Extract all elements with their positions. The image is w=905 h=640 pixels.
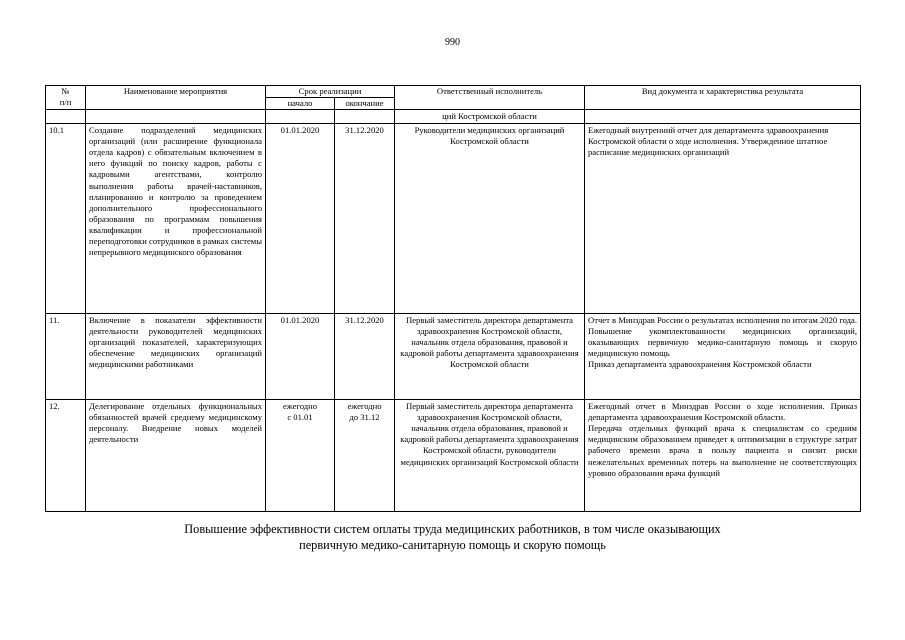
row-result: Отчет в Минздрав России о результатах исполнения по итогам 2020 года. Повышение укомплектованности медицинских организаций, оказывающих первичную медико-санитарную помощь и скорую медицинскую помощь Приказ департамента здравоохранения Костромской области — [585, 314, 861, 400]
row-start: 01.01.2020 — [266, 124, 335, 314]
row-start: ежегодно с 01.01 — [266, 400, 335, 512]
header-end: окончание — [335, 98, 395, 110]
header-term: Срок реализации — [266, 86, 395, 98]
continuation-row — [46, 110, 861, 124]
table-row — [46, 314, 861, 400]
table-row — [46, 124, 861, 314]
row-executor: Первый заместитель директора департамента здравоохранения Костромской области, начальник отдела образования, правовой и кадровой работы департамента здравоохранения Костромской области, руководители медицинских организаций Костромской области — [395, 400, 585, 512]
row-number: 10.1 — [46, 124, 86, 314]
header-result: Вид документа и характеристика результата — [585, 86, 861, 110]
row-end: ежегодно до 31.12 — [335, 400, 395, 512]
row-result: Ежегодный отчет в Минздрав России о ходе исполнения. Приказ департамента здравоохранения Костромской области. Передача отдельных функций врача к специалистам со средним медицинским образованием приведет к оптимизации в структуре затрат рабочего времени врача в пользу пациента и снизит риски нежелательных временных потерь на выполнение не соответствующих уровню образования врача функций — [585, 400, 861, 512]
row-executor: Первый заместитель директора департамента здравоохранения Костромской области, начальник отдела образования, правовой и кадровой работы департамента здравоохранения Костромской области — [395, 314, 585, 400]
header-name: Наименование мероприятия — [86, 86, 266, 110]
row-number: 12. — [46, 400, 86, 512]
section-heading-line2: первичную медико-санитарную помощь и скорую помощь — [299, 538, 606, 552]
header-num: № п/п — [46, 86, 86, 110]
continuation-executor: ций Костромской области — [395, 110, 585, 124]
row-result: Ежегодный внутренний отчет для департамента здравоохранения Костромской области о ходе исполнения. Утвержденное штатное расписание медицинских организаций — [585, 124, 861, 314]
row-executor: Руководители медицинских организаций Костромской области — [395, 124, 585, 314]
header-row — [46, 86, 861, 98]
plan-table — [45, 85, 861, 512]
header-executor: Ответственный исполнитель — [395, 86, 585, 110]
row-activity: Делегирование отдельных функциональных обязанностей врачей среднему медицинскому персоналу. Внедрение новых моделей деятельности — [86, 400, 266, 512]
row-end: 31.12.2020 — [335, 124, 395, 314]
row-activity: Создание подразделений медицинских организаций (или расширение функционала отдела кадров) с обязательным включением в него функций по поиску кадров, работы с кадровыми агентствами, контролю выполнения работы врачей-наставников, планированию и контролю за проведением дополнительного профессионального образования по программам повышения квалификации и профессиональной переподготовки сотрудников в рамках системы непрерывного медицинского образования — [86, 124, 266, 314]
row-end: 31.12.2020 — [335, 314, 395, 400]
row-number: 11. — [46, 314, 86, 400]
page-number: 990 — [445, 37, 460, 48]
header-start: начало — [266, 98, 335, 110]
row-activity: Включение в показатели эффективности деятельности руководителей медицинских организаций показателей, характеризующих обеспечение медицинских организаций медицинскими работниками — [86, 314, 266, 400]
section-heading-line1: Повышение эффективности систем оплаты труда медицинских работников, в том числе оказывающих — [184, 522, 721, 536]
table-row — [46, 400, 861, 512]
row-start: 01.01.2020 — [266, 314, 335, 400]
section-heading — [0, 521, 905, 553]
